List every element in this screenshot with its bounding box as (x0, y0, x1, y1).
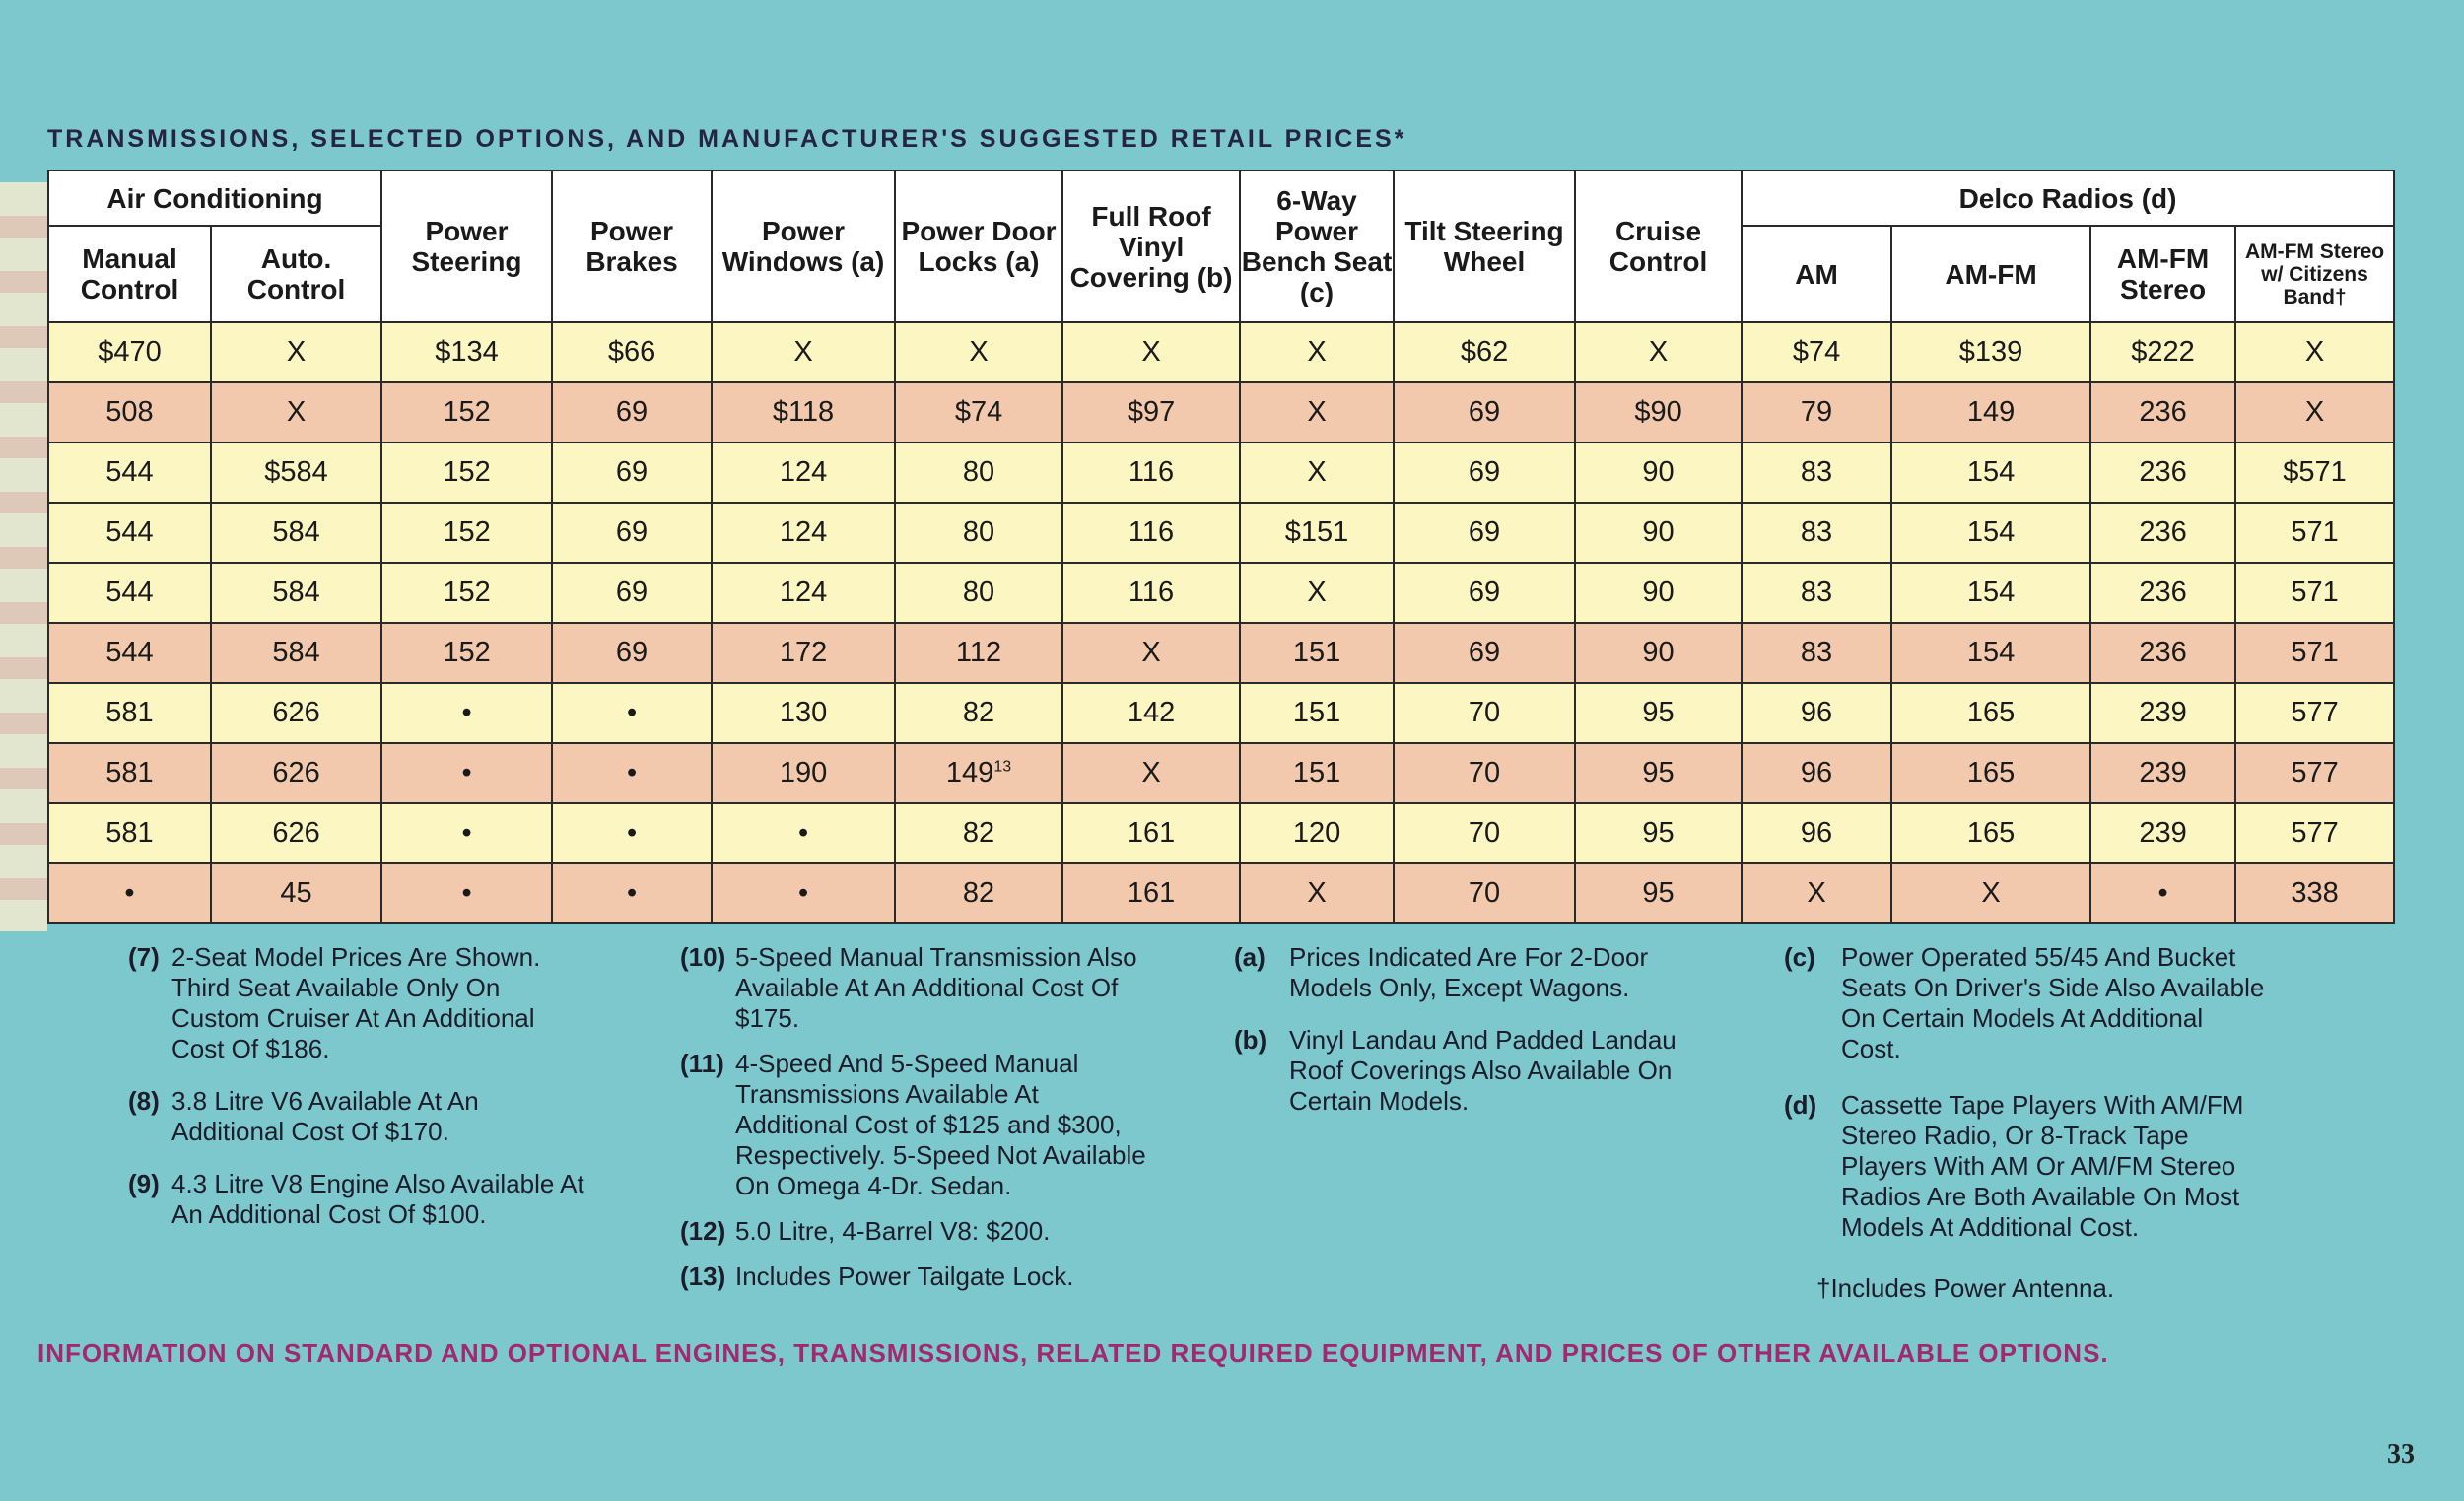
cell-amfm: 154 (1891, 503, 2090, 563)
footnote-mark: 13 (993, 758, 1012, 776)
cell-steering: 152 (381, 563, 552, 623)
cell-locks: 82 (895, 803, 1062, 863)
cell-cb: 577 (2235, 743, 2394, 803)
cell-locks (895, 743, 1062, 803)
cell-cb: 571 (2235, 503, 2394, 563)
cell-cb: X (2235, 322, 2394, 382)
cell-brakes: 69 (552, 382, 712, 443)
note-text: Prices Indicated Are For 2-Door Models Only, Except Wagons. (1289, 942, 1649, 1002)
cell-cruise: 95 (1575, 863, 1742, 923)
col-power-bench-seat: 6-Way Power Bench Seat (c) (1240, 171, 1394, 322)
cell-seat: 120 (1240, 803, 1394, 863)
footnote-d (1784, 1090, 2267, 1243)
note-text: 2-Seat Model Prices Are Shown. Third Seat Available Only On Custom Cruiser At An Additional Cost Of $186. (171, 942, 541, 1063)
cell-steering: 152 (381, 382, 552, 443)
cell-amfm: X (1891, 863, 2090, 923)
cell-windows: 172 (712, 623, 895, 683)
cell-tilt: 69 (1394, 623, 1575, 683)
page-heading: TRANSMISSIONS, SELECTED OPTIONS, AND MANUFACTURER'S SUGGESTED RETAIL PRICES* (47, 125, 1407, 153)
note-key: (11) (680, 1049, 724, 1078)
note-text: 4.3 Litre V8 Engine Also Available At An Additional Cost Of $100. (171, 1169, 584, 1229)
cell-vinyl: 161 (1062, 803, 1240, 863)
cell-cb: 338 (2235, 863, 2394, 923)
cell-windows: 190 (712, 743, 895, 803)
delco-radios-header: Delco Radios (d) (1742, 171, 2394, 226)
note-text: Cassette Tape Players With AM/FM Stereo Radio, Or 8-Track Tape Players With AM Or AM/FM Stereo Radios Are Both Available On Most Models At Additional Cost. (1841, 1090, 2244, 1242)
cell-seat: X (1240, 563, 1394, 623)
cell-windows: 124 (712, 503, 895, 563)
cell-steering: • (381, 743, 552, 803)
cell-auto: 626 (211, 803, 381, 863)
cell-manual: 544 (48, 563, 211, 623)
cell-manual: • (48, 863, 211, 923)
col-ac-auto: Auto. Control (211, 226, 381, 322)
cell-stereo: 236 (2090, 503, 2235, 563)
note-key: (13) (680, 1262, 726, 1291)
cell-manual: 581 (48, 683, 211, 743)
cell-auto: X (211, 382, 381, 443)
footnote-7 (128, 942, 591, 1064)
cell-seat: X (1240, 443, 1394, 503)
note-key: (12) (680, 1216, 726, 1246)
cell-vinyl: X (1062, 743, 1240, 803)
note-text: 4-Speed And 5-Speed Manual Transmissions Available At Additional Cost of $125 and $300, Respectively. 5-Speed Not Available On Omega 4-Dr. Sedan. (735, 1049, 1146, 1200)
note-key: (d) (1784, 1090, 1817, 1120)
page-edge-stripes (0, 182, 47, 931)
col-power-steering: Power Steering (381, 171, 552, 322)
cell-auto: 626 (211, 743, 381, 803)
cell-manual: 544 (48, 503, 211, 563)
col-radio-am: AM (1742, 226, 1891, 322)
col-radio-amfm: AM-FM (1891, 226, 2090, 322)
cell-manual: 544 (48, 623, 211, 683)
cell-windows: • (712, 803, 895, 863)
cell-stereo: 239 (2090, 683, 2235, 743)
air-conditioning-header: Air Conditioning (48, 171, 381, 226)
col-vinyl-roof: Full Roof Vinyl Covering (b) (1062, 171, 1240, 322)
cell-locks: 80 (895, 563, 1062, 623)
cell-stereo: 236 (2090, 443, 2235, 503)
cell-brakes: 69 (552, 623, 712, 683)
cell-cb: 577 (2235, 803, 2394, 863)
cell-amfm: $139 (1891, 322, 2090, 382)
col-power-door-locks: Power Door Locks (a) (895, 171, 1062, 322)
cell-amfm: 165 (1891, 683, 2090, 743)
cell-amfm: 149 (1891, 382, 2090, 443)
note-text: Vinyl Landau And Padded Landau Roof Coverings Also Available On Certain Models. (1289, 1025, 1677, 1116)
footnote-11 (680, 1049, 1153, 1201)
footnote-a (1234, 942, 1687, 1003)
cell-vinyl: $97 (1062, 382, 1240, 443)
cell-brakes: 69 (552, 503, 712, 563)
cell-brakes: • (552, 803, 712, 863)
cell-seat: 151 (1240, 743, 1394, 803)
col-ac-manual: Manual Control (48, 226, 211, 322)
cell-am: $74 (1742, 322, 1891, 382)
cell-manual: $470 (48, 322, 211, 382)
cell-windows: X (712, 322, 895, 382)
table-row (48, 683, 2394, 743)
cell-brakes: $66 (552, 322, 712, 382)
cell-windows: 124 (712, 443, 895, 503)
cell-vinyl: X (1062, 623, 1240, 683)
note-key: (10) (680, 942, 726, 972)
table-row (48, 743, 2394, 803)
cell-brakes: • (552, 743, 712, 803)
cell-auto: 626 (211, 683, 381, 743)
table-row (48, 382, 2394, 443)
cell-steering: • (381, 863, 552, 923)
cell-cruise: 90 (1575, 503, 1742, 563)
cell-vinyl: 142 (1062, 683, 1240, 743)
cell-locks: 82 (895, 683, 1062, 743)
cell-vinyl: 116 (1062, 563, 1240, 623)
cell-auto: X (211, 322, 381, 382)
cell-tilt: 70 (1394, 863, 1575, 923)
cell-stereo: • (2090, 863, 2235, 923)
footnote-c (1784, 942, 2267, 1064)
cell-steering: • (381, 803, 552, 863)
cell-vinyl: 116 (1062, 503, 1240, 563)
cell-cruise: X (1575, 322, 1742, 382)
col-tilt-steering: Tilt Steering Wheel (1394, 171, 1575, 322)
cell-tilt: $62 (1394, 322, 1575, 382)
footnote-b (1234, 1025, 1687, 1117)
cell-auto: 584 (211, 623, 381, 683)
cell-windows: 130 (712, 683, 895, 743)
cell-vinyl: 116 (1062, 443, 1240, 503)
note-key: (b) (1234, 1025, 1267, 1055)
cell-am: 96 (1742, 803, 1891, 863)
cell-amfm: 165 (1891, 743, 2090, 803)
cell-cb: X (2235, 382, 2394, 443)
cell-cb: 571 (2235, 623, 2394, 683)
cell-locks: 80 (895, 443, 1062, 503)
table-row (48, 503, 2394, 563)
cell-amfm: 154 (1891, 443, 2090, 503)
cell-steering: $134 (381, 322, 552, 382)
cell-cb: $571 (2235, 443, 2394, 503)
cell-cruise: 90 (1575, 623, 1742, 683)
cell-manual: 544 (48, 443, 211, 503)
table-row (48, 443, 2394, 503)
cell-stereo: 239 (2090, 803, 2235, 863)
cell-locks: 112 (895, 623, 1062, 683)
cell-cruise: 90 (1575, 443, 1742, 503)
table-row (48, 322, 2394, 382)
table-row (48, 623, 2394, 683)
cell-brakes: 69 (552, 443, 712, 503)
cell-windows: $118 (712, 382, 895, 443)
cell-vinyl: 161 (1062, 863, 1240, 923)
note-text: 3.8 Litre V6 Available At An Additional Cost Of $170. (171, 1086, 479, 1146)
cell-cruise: 95 (1575, 803, 1742, 863)
cell-vinyl: X (1062, 322, 1240, 382)
cell-am: 83 (1742, 443, 1891, 503)
cell-seat: X (1240, 863, 1394, 923)
cell-tilt: 70 (1394, 683, 1575, 743)
cell-seat: 151 (1240, 623, 1394, 683)
page-number: 33 (2387, 1439, 2415, 1469)
cell-cruise: 95 (1575, 743, 1742, 803)
footnote-8 (128, 1086, 591, 1147)
note-key: (7) (128, 942, 160, 972)
cell-tilt: 70 (1394, 803, 1575, 863)
col-radio-cb: AM-FM Stereo w/ Citizens Band† (2235, 226, 2394, 322)
note-key: (9) (128, 1169, 160, 1198)
cell-seat: 151 (1240, 683, 1394, 743)
note-text: 5-Speed Manual Transmission Also Available At An Additional Cost Of $175. (735, 942, 1137, 1033)
col-radio-stereo: AM-FM Stereo (2090, 226, 2235, 322)
col-power-windows: Power Windows (a) (712, 171, 895, 322)
cell-brakes: • (552, 683, 712, 743)
cell-tilt: 69 (1394, 503, 1575, 563)
cell-locks: 82 (895, 863, 1062, 923)
table-row (48, 563, 2394, 623)
cell-seat: X (1240, 382, 1394, 443)
cell-steering: 152 (381, 623, 552, 683)
cell-seat: X (1240, 322, 1394, 382)
footnote-12 (680, 1216, 1153, 1247)
cell-auto: 584 (211, 563, 381, 623)
cell-stereo: 236 (2090, 563, 2235, 623)
cell-am: 83 (1742, 623, 1891, 683)
cell-am: 79 (1742, 382, 1891, 443)
col-cruise-control: Cruise Control (1575, 171, 1742, 322)
note-key: (a) (1234, 942, 1266, 972)
cell-windows: • (712, 863, 895, 923)
cell-cruise: $90 (1575, 382, 1742, 443)
cell-brakes: • (552, 863, 712, 923)
footnote-10 (680, 942, 1153, 1034)
cell-locks: $74 (895, 382, 1062, 443)
cell-am: 96 (1742, 683, 1891, 743)
cell-am: 83 (1742, 503, 1891, 563)
cell-cruise: 90 (1575, 563, 1742, 623)
note-text: Power Operated 55/45 And Bucket Seats On Driver's Side Also Available On Certain Models At Additional Cost. (1841, 942, 2265, 1063)
cell-cruise: 95 (1575, 683, 1742, 743)
cell-cb: 577 (2235, 683, 2394, 743)
cell-stereo: 236 (2090, 623, 2235, 683)
note-text: Includes Power Tailgate Lock. (735, 1262, 1074, 1291)
cell-am: X (1742, 863, 1891, 923)
cell-stereo: $222 (2090, 322, 2235, 382)
cell-stereo: 239 (2090, 743, 2235, 803)
note-key: (8) (128, 1086, 160, 1116)
cell-windows: 124 (712, 563, 895, 623)
cell-stereo: 236 (2090, 382, 2235, 443)
cell-seat: $151 (1240, 503, 1394, 563)
cell-brakes: 69 (552, 563, 712, 623)
footnote-9 (128, 1169, 591, 1230)
footnote-13 (680, 1262, 1153, 1292)
cell-tilt: 69 (1394, 382, 1575, 443)
cell-amfm: 154 (1891, 623, 2090, 683)
cell-manual: 581 (48, 803, 211, 863)
cell-manual: 508 (48, 382, 211, 443)
cell-auto: $584 (211, 443, 381, 503)
price-rows (48, 322, 2394, 923)
table-row (48, 863, 2394, 923)
cell-am: 83 (1742, 563, 1891, 623)
cell-tilt: 69 (1394, 443, 1575, 503)
cell-amfm: 154 (1891, 563, 2090, 623)
cell-cb: 571 (2235, 563, 2394, 623)
cell-am: 96 (1742, 743, 1891, 803)
cell-steering: 152 (381, 443, 552, 503)
cell-steering: 152 (381, 503, 552, 563)
note-text: 5.0 Litre, 4-Barrel V8: $200. (735, 1216, 1051, 1246)
cell-locks: X (895, 322, 1062, 382)
cell-locks: 80 (895, 503, 1062, 563)
cell-steering: • (381, 683, 552, 743)
table-row (48, 803, 2394, 863)
cell-manual: 581 (48, 743, 211, 803)
cell-amfm: 165 (1891, 803, 2090, 863)
cell-auto: 45 (211, 863, 381, 923)
info-banner: INFORMATION ON STANDARD AND OPTIONAL ENGINES, TRANSMISSIONS, RELATED REQUIRED EQUIPMENT, AND PRICES OF OTHER AVAILABLE OPTIONS. (37, 1338, 2109, 1368)
cell-auto: 584 (211, 503, 381, 563)
note-key: (c) (1784, 942, 1815, 972)
cell-value: 149 (945, 757, 994, 788)
options-price-table (47, 170, 2395, 924)
cell-tilt: 69 (1394, 563, 1575, 623)
col-power-brakes: Power Brakes (552, 171, 712, 322)
footnote-dagger: †Includes Power Antenna. (1816, 1273, 2115, 1303)
cell-tilt: 70 (1394, 743, 1575, 803)
